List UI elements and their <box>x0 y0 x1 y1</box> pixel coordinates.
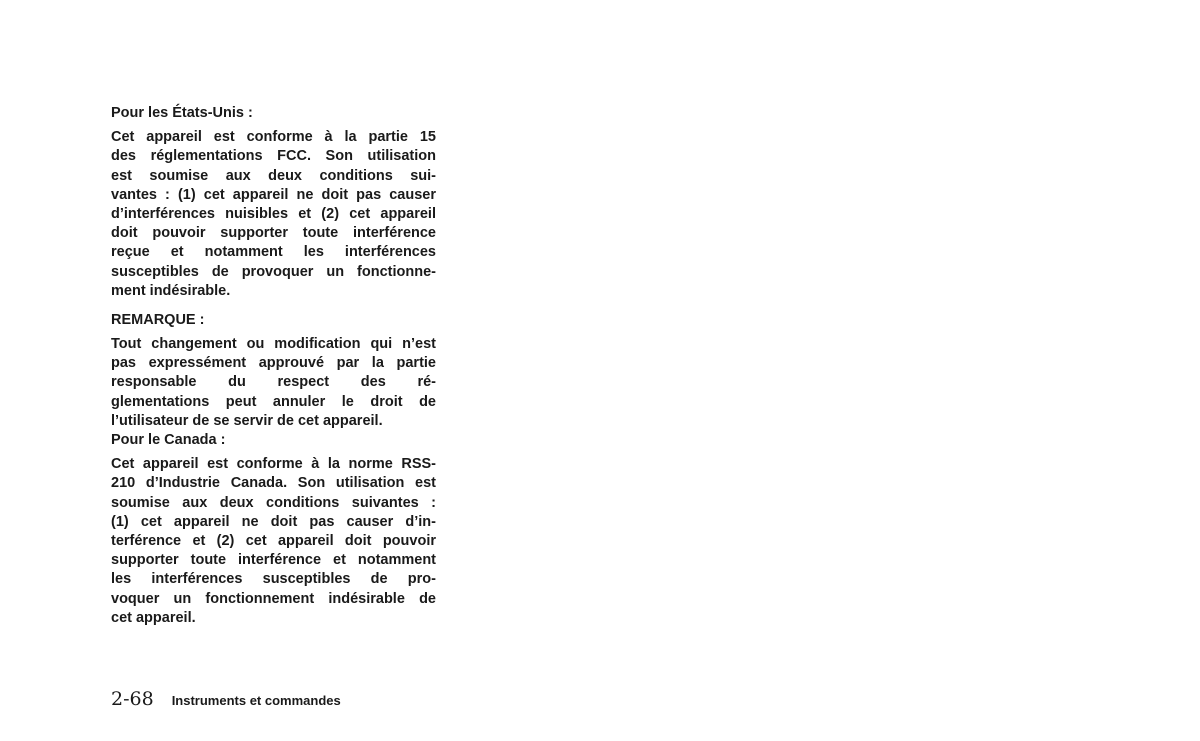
canada-line: soumise aux deux conditions suivantes : <box>111 494 436 511</box>
usa-paragraph <box>111 128 436 301</box>
usa-line: des réglementations FCC. Son utilisation <box>111 148 436 165</box>
usa-line: Cet appareil est conforme à la partie 15 <box>111 129 436 146</box>
page-footer <box>111 688 341 714</box>
canada-line: voquer un fonctionnement indésirable de <box>111 590 436 607</box>
remark-heading: REMARQUE : <box>111 311 205 328</box>
canada-line: Cet appareil est conforme à la norme RSS- <box>111 456 436 473</box>
remark-line: glementations peut annuler le droit de <box>111 393 436 410</box>
remark-line: responsable du respect des ré- <box>111 374 436 391</box>
usa-line: est soumise aux deux conditions sui- <box>111 167 436 184</box>
usa-line: doit pouvoir supporter toute interférence <box>111 225 436 242</box>
section-title: Instruments et commandes <box>171 693 341 708</box>
remark-line: l’utilisateur de se servir de cet appareil. <box>111 412 383 429</box>
usa-line: vantes : (1) cet appareil ne doit pas causer <box>111 186 436 203</box>
canada-paragraph <box>111 455 436 628</box>
canada-line: les interférences susceptibles de pro- <box>111 571 436 588</box>
canada-line: terférence et (2) cet appareil doit pouvoir <box>111 532 436 549</box>
canada-line: supporter toute interférence et notamment <box>111 552 436 569</box>
canada-heading: Pour le Canada : <box>111 432 226 449</box>
usa-heading: Pour les États-Unis : <box>111 105 253 121</box>
canada-line: 210 d’Industrie Canada. Son utilisation est <box>111 475 436 492</box>
canada-line: cet appareil. <box>111 609 196 626</box>
usa-line: reçue et notamment les interférences <box>111 244 436 261</box>
text-column <box>111 104 436 628</box>
usa-line: ment indésirable. <box>111 282 231 299</box>
canada-line: (1) cet appareil ne doit pas causer d’in- <box>111 513 436 530</box>
usa-line: d’interférences nuisibles et (2) cet appareil <box>111 205 436 222</box>
remark-line: Tout changement ou modification qui n’est <box>111 336 436 353</box>
usa-line: susceptibles de provoquer un fonctionne- <box>111 263 436 280</box>
remark-paragraph <box>111 335 436 431</box>
remark-line: pas expressément approuvé par la partie <box>111 355 436 372</box>
page-number: 2-68 <box>111 688 154 710</box>
